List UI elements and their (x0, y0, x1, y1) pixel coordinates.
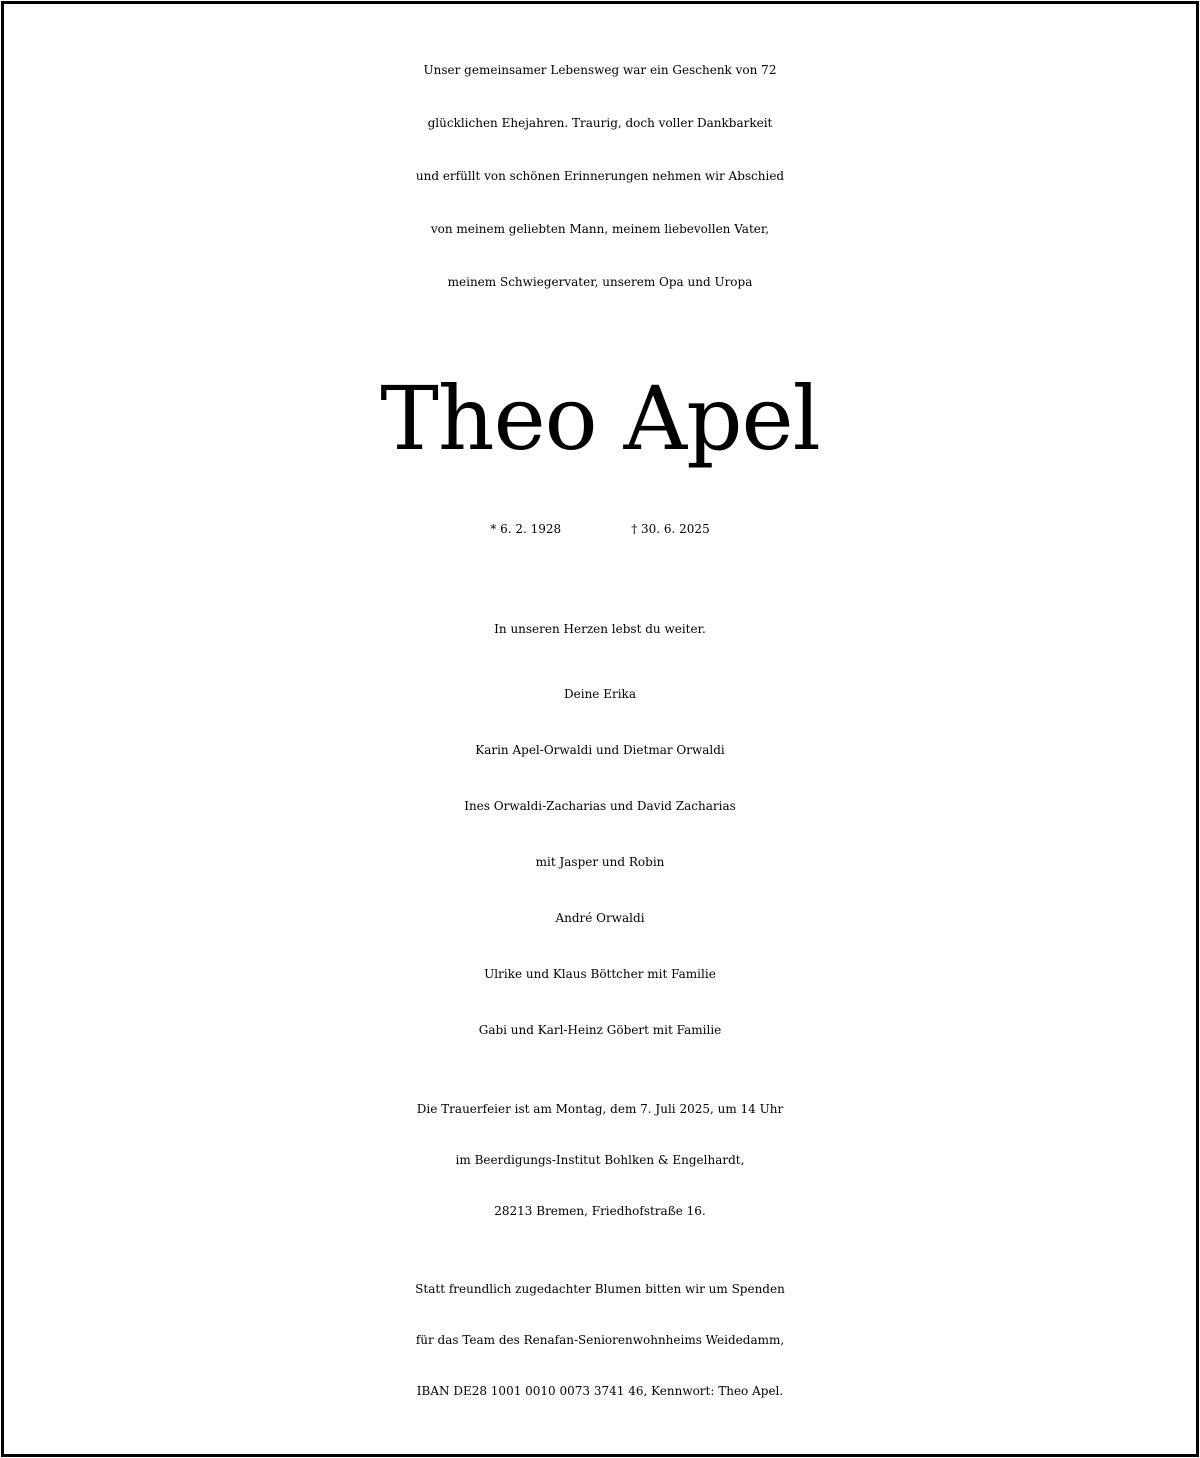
intro-line: von meinem geliebten Mann, meinem liebevollen Vater, (430, 222, 770, 236)
mourners-list (4, 666, 1196, 1058)
mourner-line: Karin Apel-Orwaldi und Dietmar Orwaldi (475, 743, 725, 757)
life-dates (4, 504, 1196, 554)
mourner-line: Gabi und Karl-Heinz Göbert mit Familie (478, 1023, 722, 1037)
mourner-line: Ulrike und Klaus Böttcher mit Familie (484, 967, 716, 981)
donation-line: für das Team des Renafan-Seniorenwohnheims Weidedamm, (415, 1333, 785, 1347)
ceremony-line: Die Trauerfeier ist am Montag, dem 7. Juli 2025, um 14 Uhr (416, 1102, 784, 1116)
intro-line: meinem Schwiegervater, unserem Opa und Uropa (447, 275, 753, 289)
mourner-line: Deine Erika (564, 687, 636, 701)
obituary-notice (1, 1, 1199, 1457)
ceremony-line: im Beerdigungs-Institut Bohlken & Engelhardt, (455, 1153, 745, 1167)
mourner-line: Ines Orwaldi-Zacharias und David Zacharias (464, 799, 736, 813)
intro-line: glücklichen Ehejahren. Traurig, doch voller Dankbarkeit (427, 116, 773, 130)
memorial-motto: In unseren Herzen lebst du weiter. (494, 622, 706, 636)
funeral-ceremony-info (4, 1084, 1196, 1237)
donation-request (4, 1264, 1196, 1417)
ceremony-line: 28213 Bremen, Friedhofstraße 16. (494, 1204, 706, 1218)
deceased-name: Theo Apel (380, 367, 820, 470)
birth-date: * 6. 2. 1928 (490, 522, 562, 536)
mourner-line: mit Jasper und Robin (535, 855, 665, 869)
mourner-line: André Orwaldi (555, 911, 645, 925)
intro-line: und erfüllt von schönen Erinnerungen nehmen wir Abschied (415, 169, 785, 183)
donation-line: Statt freundlich zugedachter Blumen bitten wir um Spenden (415, 1282, 785, 1296)
intro-line: Unser gemeinsamer Lebensweg war ein Geschenk von 72 (423, 63, 777, 77)
intro-text (4, 44, 1196, 309)
donation-line: IBAN DE28 1001 0010 0073 3741 46, Kennwort: Theo Apel. (416, 1384, 784, 1398)
death-date: † 30. 6. 2025 (631, 522, 710, 536)
